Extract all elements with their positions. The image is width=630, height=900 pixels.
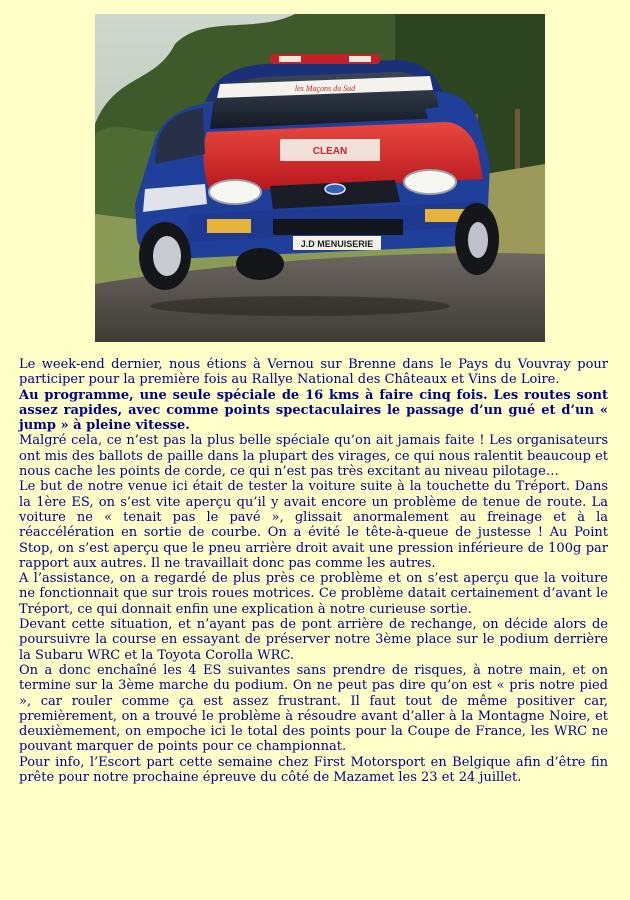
paragraph-next-event: Pour info, l’Escort part cette semaine chez First Motorsport en Belgique afin d’être fin prête pour notre prochaine épreuve du côté de Mazamet les 23 et 24 juillet. — [19, 754, 608, 786]
rally-car-photo — [95, 14, 545, 342]
paragraph-intro: Le week-end dernier, nous étions à Vernou sur Brenne dans le Pays du Vouvray pour participer pour la première fois au Rallye National des Châteaux et Vins de Loire. — [19, 357, 608, 388]
paragraph-special-stage: Malgré cela, ce n’est pas la plus belle spéciale qu’on ait jamais faite ! Les organisateurs ont mis des ballots de paille dans la plupart des virages, ce qui nous ralentit beaucoup et nous cache les points de corde, ce qui n’est pas très excitant au niveau pilotage… — [19, 433, 608, 480]
paragraph-result: On a donc enchaîné les 4 ES suivantes sans prendre de risques, à notre main, et on termine sur la 3ème marche du podium. On ne peut pas dire qu’on est « pris notre pied », car rouler comme ça est assez frustrant. Il faut tout de même positiver car, premièrement, on a trouvé le problème à résoudre avant d’aller à la Montagne Noire, et deuxièmement, on empoche ici le total des points pour la Coupe de France, les WRC ne pouvant marquer de points pour ce championnat. — [19, 662, 608, 755]
hood-sponsor-text: CLEAN — [312, 146, 348, 157]
rally-car-illustration — [95, 14, 545, 342]
windshield-banner-text: les Maçons du Sud — [294, 84, 356, 93]
front-sponsor-text: J.D MENUISERIE — [300, 239, 374, 249]
article-text — [19, 357, 608, 785]
paragraph-decision: Devant cette situation, et n’ayant pas de pont arrière de rechange, on décide alors de poursuivre la course en essayant de préserver notre 3ème place sur le podium derrière la Subaru WRC et la Toyota Corolla WRC. — [19, 617, 608, 663]
paragraph-test-purpose: Le but de notre venue ici était de tester la voiture suite à la touchette du Tréport. Dans la 1ère ES, on s’est vite aperçu qu’il y avait encore un problème de tenue de route. La voiture ne « tenait pas le pavé », glissait anormalement au freinage et à la réaccélération en sortie de courbe. On a évité le tête-à-queue de justesse ! Au Point Stop, on s’est aperçu que le pneu arrière droit avait une pression inférieure de 100g par rapport aux autres. Il ne travaillait donc pas comme les autres. — [19, 479, 608, 571]
paragraph-programme: Au programme, une seule spéciale de 16 kms à faire cinq fois. Les routes sont assez rapides, avec comme points spectaculaires le passage d’un gué et d’un « jump » à pleine vitesse. — [19, 387, 608, 434]
paragraph-assistance: A l’assistance, on a regardé de plus près ce problème et on s’est aperçu que la voiture ne fonctionnait que sur trois roues motrices. Ce problème datait certainement d’avant le Tréport, ce qui donnait enfin une explication à notre curieuse sortie. — [19, 571, 608, 617]
